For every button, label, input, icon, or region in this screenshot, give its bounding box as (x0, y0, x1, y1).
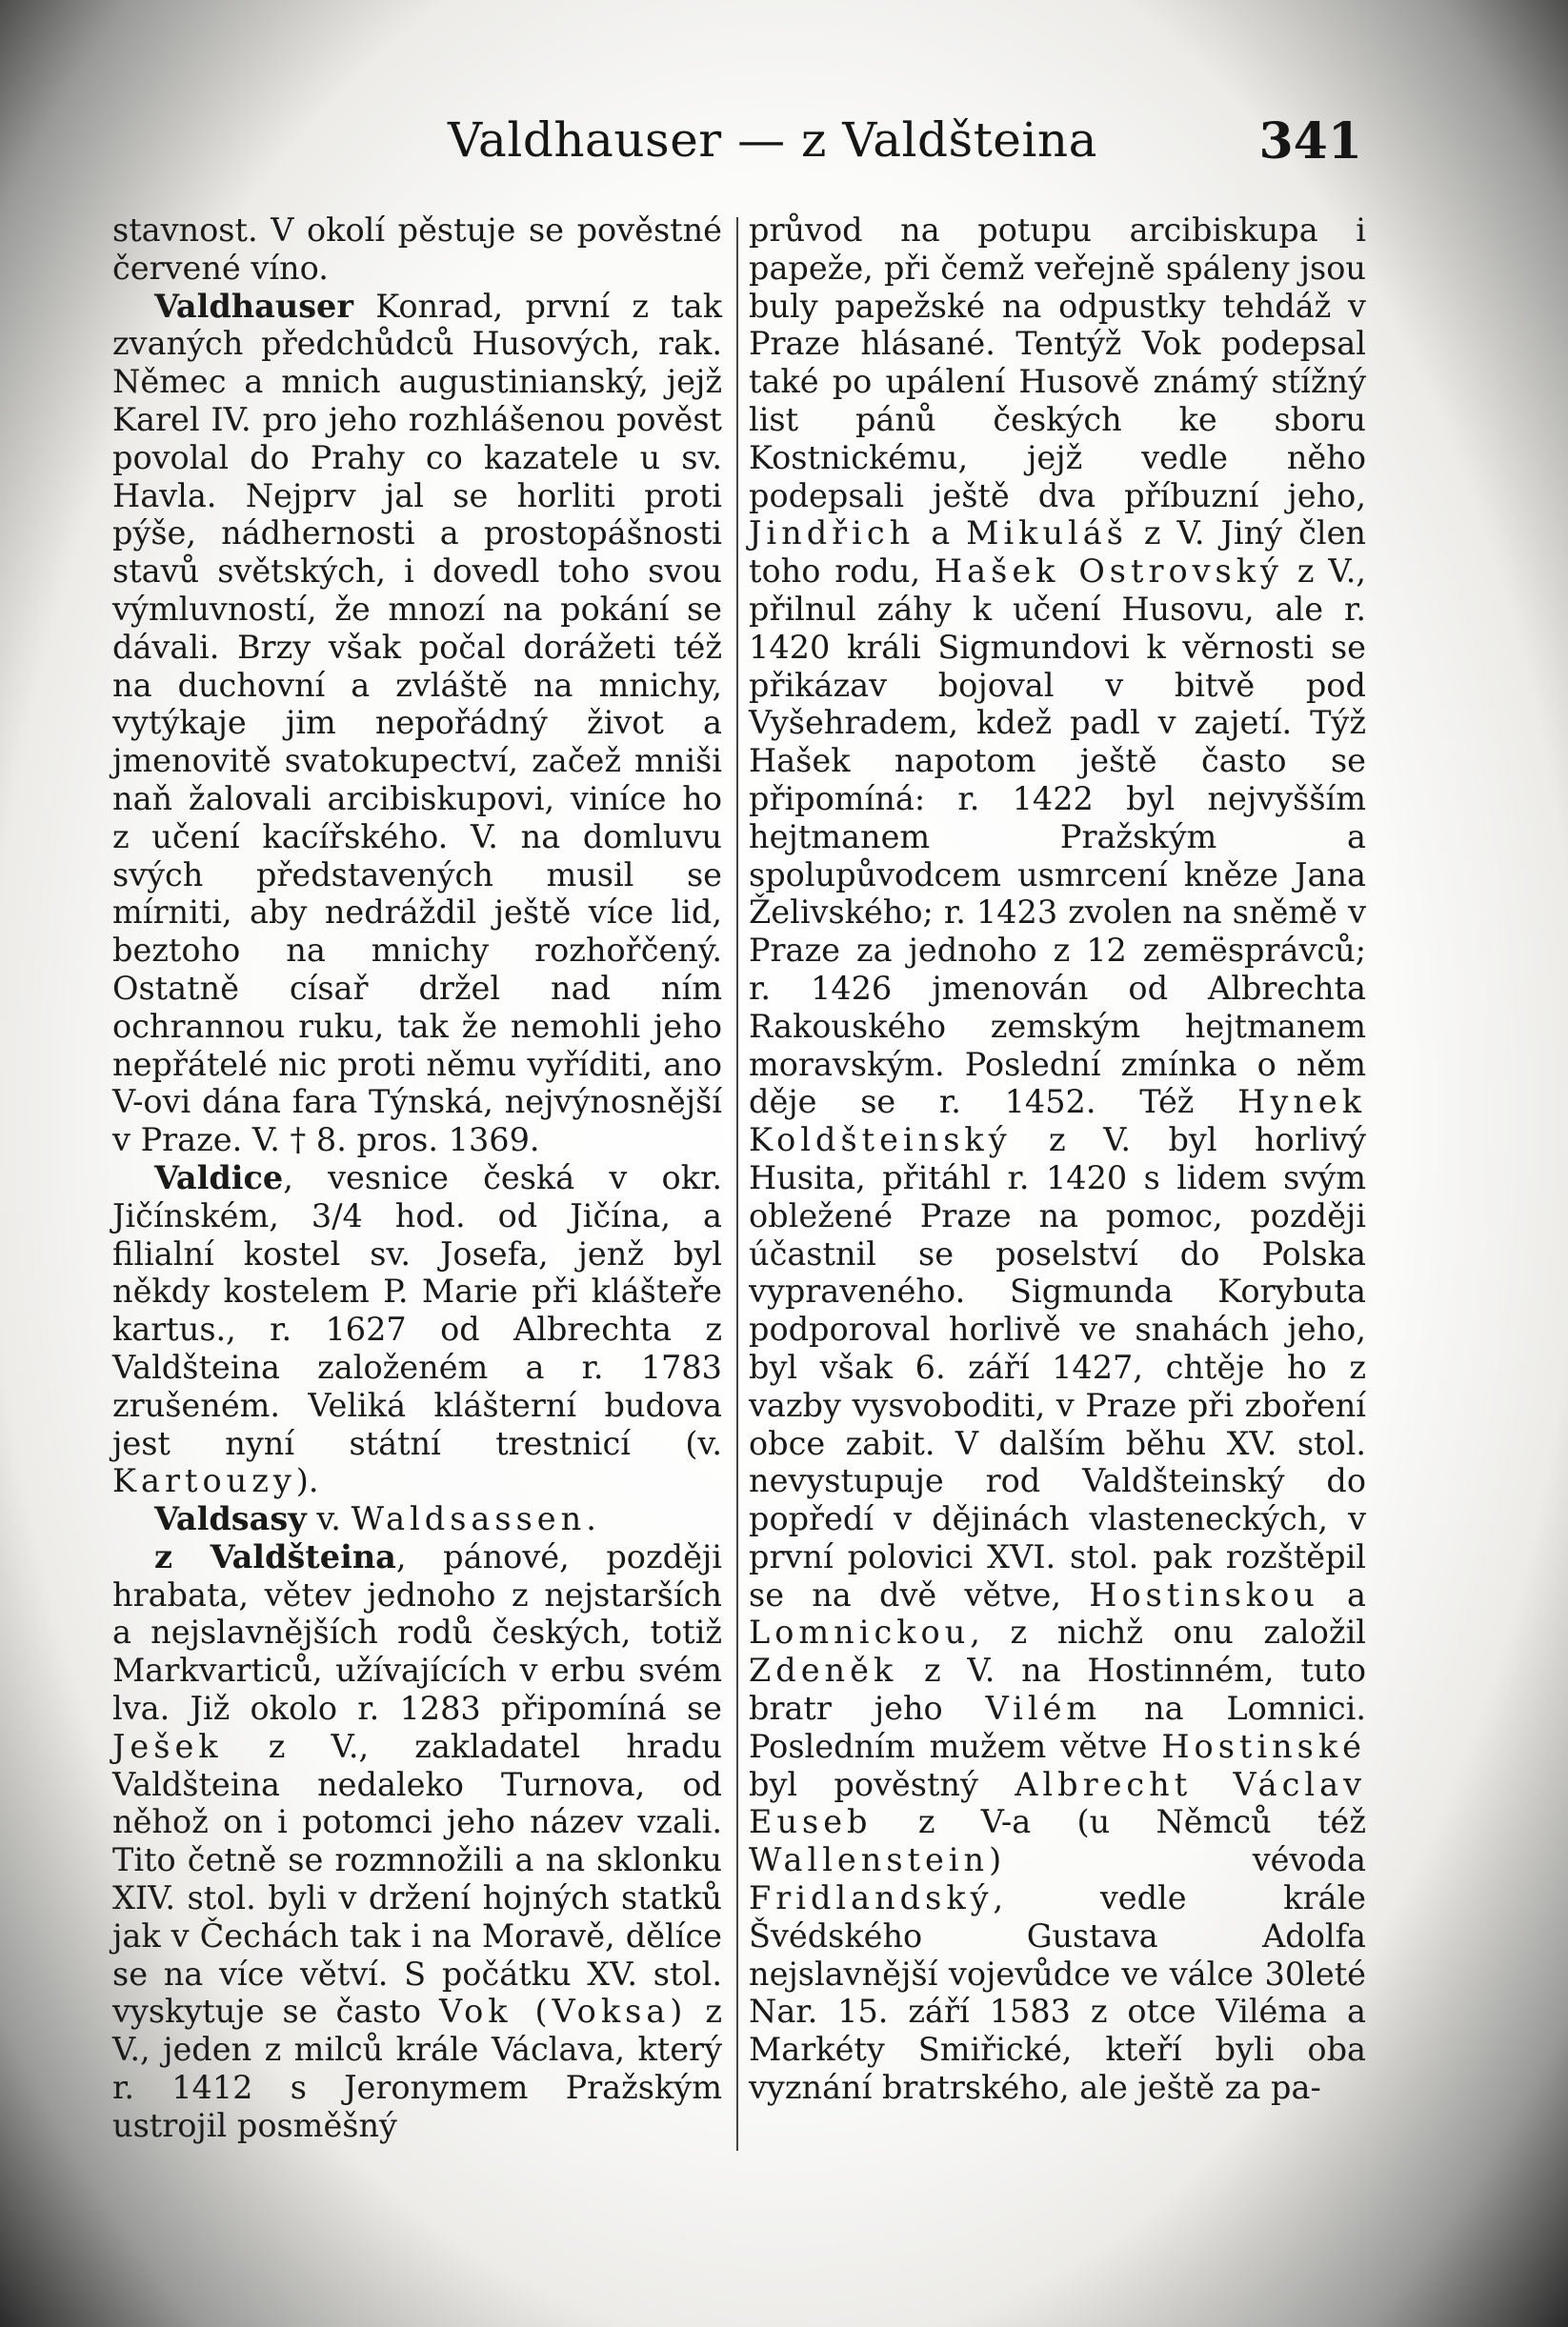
branch-name: Hostinské (1161, 1727, 1366, 1765)
branch-name: Hostinskou (1089, 1575, 1319, 1614)
entry-z-valdsteina: z Valdšteina, pánové, později hrabata, větev jednoho z nejstarších a nejslavnějších rodů českých, totiž Markvarticů, užívajících v erbu svém lva. Již okolo r. 1283 připomíná se Ješek z V., zakladatel hradu Valdšteina nedaleko Turnova, od něhož on i potomci jeho název vzali. Tito četně se rozmnožili a na sklonku XIV. stol. byli v držení hojných statků jak v Čechách tak i na Moravě, dělíce se na více větví. S počátku XV. stol. vyskytuje se často Vok (Voksa) z V., jeden z milců krále Václava, který r. 1412 s Jeronymem Pražským ustrojil posměšný (112, 1537, 722, 2144)
person-name: Zdeněk (749, 1652, 898, 1690)
person-name: Wallenstein (749, 1841, 990, 1879)
person-name: Hynek Koldšteinský (749, 1083, 1366, 1159)
person-name: Mikuláš (966, 514, 1128, 552)
person-name: Albrecht Václav Euseb (749, 1765, 1366, 1841)
person-name: Hašek Ostrovský (934, 552, 1283, 591)
entry-headword: Valdhauser (154, 287, 354, 325)
left-column (112, 211, 722, 2145)
person-name: Jindřich (749, 514, 915, 552)
entry-headword: z Valdšteina (154, 1537, 396, 1575)
entry-text: , vesnice česká v okr. Jičínském, 3/4 hod. od Jičína, a filialní kostel sv. Josefa, jenž byl někdy kostelem P. Marie při klášteře kartus., r. 1627 od Albrechta z Valdšteina založeném a r. 1783 zrušeném. Veliká klášterní budova jest nyní státní trestnicí (v. (112, 1158, 722, 1462)
entry-text: , pánové, později hrabata, větev jednoho z nejstarších a nejslavnějších rodů českých, totiž Markvarticů, užívajících v erbu svém lva. Již okolo r. 1283 připomíná se (112, 1537, 722, 1728)
paragraph-continuation: stavnost. V okolí pěstuje se pověstné červené víno. (112, 211, 722, 287)
entry-text: Konrad, první z tak zvaných předchůdců Husových, rak. Němec a mnich augustinianský, jejž Karel IV. pro jeho rozhlášenou pověst povolal do Prahy co kazatele u sv. Havla. Nejprv jal se horliti proti pýše, nádhernosti a prostopášnosti stavů světských, i dovedl toho svou výmluvností, že mnozí na pokání se dávali. Brzy však počal dorážeti též na duchovní a zvláště na mnichy, vytýkaje jim nepořádný život a jmenovitě svatokupectví, začež mniši naň žalovali arcibiskupovi, viníce ho z učení kacířského. V. na domluvu svých představených musil se mírniti, aby nedráždil ještě více lid, beztoho na mnichy rozhořčený. Ostatně císař držel nad ním ochrannou ruku, tak že nemohli jeho nepřátelé nic proti němu vyříditi, ano V-ovi dána fara Týnská, nejvýnosnější v Praze. V. † 8. pros. 1369. (112, 287, 722, 1159)
paragraph-continuation: průvod na potupu arcibiskupa i papeže, při čemž veřejně spáleny jsou buly papežské na odpustky tehdáž v Praze hlásané. Tentýž Vok podepsal také po upálení Husově známý stížný list pánů českých ke sboru Kostnickému, jejž vedle něho podepsali ještě dva příbuzní jeho, Jindřich a Mikuláš z V. Jiný člen toho rodu, Hašek Ostrovský z V., přilnul záhy k učení Husovu, ale r. 1420 králi Sigmundovi k věrnosti se přikázav bojoval v bitvě pod Vyšehradem, kdež padl v zajetí. Týž Hašek napotom ještě často se připomíná: r. 1422 byl nejvyšším hejtmanem Pražským a spolupůvodcem usmrcení kněze Jana Želivského; r. 1423 zvolen na sněmě v Praze za jednoho z 12 zemësprávců; r. 1426 jmenován od Albrechta Rakouského zemským hejtmanem moravským. Poslední zmínka o něm děje se r. 1452. Též Hynek Koldšteinský z V. byl horlivý Husita, přitáhl r. 1420 s lidem svým obležené Praze na pomoc, později účastnil se poselství do Polska vypraveného. Sigmunda Korybuta podporoval horlivě ve snahách jeho, byl však 6. září 1427, chtěje ho z vazby vysvoboditi, v Praze při zboření obce zabit. V dalším běhu XV. stol. nevystupuje rod Valdšteinský do popředí v dějinách vlasteneckých, v první polovici XVI. stol. pak rozštěpil se na dvě větve, Hostinskou a Lomnickou, z nichž onu založil Zdeněk z V. na Hostinném, tuto bratr jeho Vilém na Lomnici. Posledním mužem větve Hostinské byl pověstný Albrecht Václav Euseb z V-a (u Němců též Wallenstein) vévoda Fridlandský, vedle krále Švédského Gustava Adolfa nejslavnější vojevůdce ve válce 30leté Nar. 15. září 1583 z otce Viléma a Markéty Smiřické, kteří byli oba vyznání bratrského, ale ještě za pa- (749, 211, 1367, 2107)
person-name: Vilém (985, 1690, 1102, 1728)
running-head: Valdhauser — z Valdšteina (448, 112, 1097, 168)
entry-valdice: Valdice, vesnice česká v okr. Jičínském, 3/4 hod. od Jičína, a filialní kostel sv. Josefa, jenž byl někdy kostelem P. Marie při klášteře kartus., r. 1627 od Albrechta z Valdšteina založeném a r. 1783 zrušeném. Veliká klášterní budova jest nyní státní trestnicí (v. Kartouzy). (112, 1158, 722, 1500)
page-number: 341 (1258, 112, 1362, 171)
page-header (448, 112, 1362, 179)
entry-valdhauser (112, 288, 722, 1159)
column-divider (736, 217, 738, 2151)
entry-headword: Valdice (154, 1158, 284, 1196)
entry-headword: Valdsasy (154, 1500, 307, 1538)
right-column (749, 211, 1366, 2107)
branch-name: Lomnickou (749, 1614, 971, 1652)
cross-reference: Waldsassen (351, 1500, 587, 1538)
cross-reference: Kartouzy (112, 1462, 296, 1500)
title-name: Fridlandský (749, 1879, 994, 1917)
entry-valdsasy: Valdsasy v. Waldsassen. (154, 1500, 596, 1538)
person-name: Ješek (112, 1727, 223, 1765)
person-name: Vok (Voksa) (438, 1993, 688, 2031)
